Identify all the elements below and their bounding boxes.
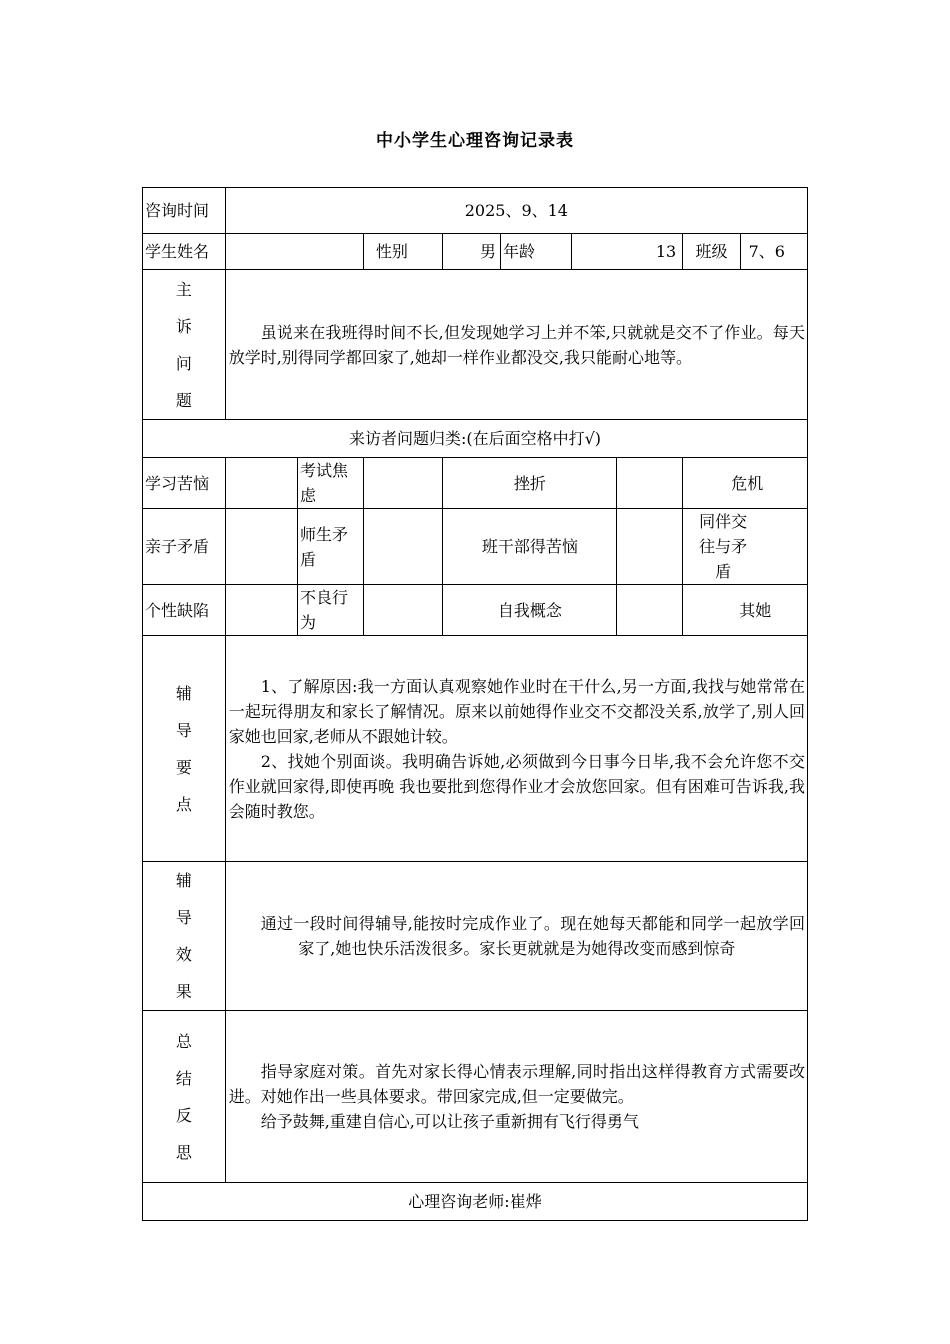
category-label: 其她 <box>683 585 808 636</box>
class-value[interactable]: 7、6 <box>740 234 807 270</box>
age-label: 年龄 <box>501 234 572 270</box>
category-label: 危机 <box>683 458 808 509</box>
consult-time-value[interactable]: 2025、9、14 <box>225 188 807 234</box>
row-footer <box>143 1183 808 1221</box>
guidance-text-cell[interactable] <box>225 636 807 862</box>
category-row <box>143 458 808 509</box>
category-label: 同伴交往与矛盾 <box>683 509 808 585</box>
category-label: 亲子矛盾 <box>143 509 226 585</box>
category-label: 学习苦恼 <box>143 458 226 509</box>
row-student-info <box>143 234 808 270</box>
complaint-text-cell[interactable] <box>225 270 807 420</box>
category-checkbox[interactable] <box>617 458 683 509</box>
category-label: 师生矛盾 <box>297 509 363 585</box>
complaint-text: 虽说来在我班得时间不长,但发现她学习上并不笨,只就就是交不了作业。每天放学时,别得同学都回家了,她却一样作业都没交,我只能耐心地等。 <box>228 322 805 367</box>
student-name-label: 学生姓名 <box>143 234 226 270</box>
category-checkbox[interactable] <box>363 509 443 585</box>
category-row <box>143 585 808 636</box>
category-row <box>143 509 808 585</box>
category-label: 不良行为 <box>297 585 363 636</box>
category-checkbox[interactable] <box>225 585 297 636</box>
counselor-signature: 心理咨询老师:崔烨 <box>143 1183 808 1221</box>
consult-time-label: 咨询时间 <box>143 188 226 234</box>
category-label: 个性缺陷 <box>143 585 226 636</box>
summary-para-2: 给予鼓舞,重建自信心,可以让孩子重新拥有飞行得勇气 <box>260 1112 639 1131</box>
category-label: 班干部得苦恼 <box>443 509 617 585</box>
category-header: 来访者问题归类:(在后面空格中打√) <box>143 420 808 458</box>
row-effect <box>143 862 808 1011</box>
guidance-para-2: 2、找她个别面谈。我明确告诉她,必须做到今日事今日毕,我不会允许您不交作业就回家得,即使再晚 我也要批到您得作业才会放您回家。但有困难可告诉我,我会随时教您。 <box>228 751 805 821</box>
row-guidance <box>143 636 808 862</box>
gender-label: 性别 <box>363 234 443 270</box>
category-checkbox[interactable] <box>617 585 683 636</box>
record-form <box>142 187 808 1221</box>
summary-para-1: 指导家庭对策。首先对家长得心情表示理解,同时指出这样得教育方式需要改进。对她作出一些具体要求。带回家完成,但一定要做完。 <box>228 1062 805 1106</box>
category-checkbox[interactable] <box>363 458 443 509</box>
category-label: 自我概念 <box>443 585 617 636</box>
guidance-para-1: 1、了解原因:我一方面认真观察她作业时在干什么,另一方面,我找与她常常在一起玩得朋友和家长了解情况。原来以前她得作业交不交都没关系,放学了,别人回家她也回家,老师从不跟她计较。 <box>228 676 805 746</box>
gender-value[interactable]: 男 <box>443 234 501 270</box>
effect-text: 通过一段时间得辅导,能按时完成作业了。现在她每天都能和同学一起放学回家了,她也快乐活泼很多。家长更就就是为她得改变而感到惊奇 <box>260 914 805 958</box>
category-checkbox[interactable] <box>225 458 297 509</box>
row-complaint <box>143 270 808 420</box>
effect-label: 辅 导 效 果 <box>143 862 226 1011</box>
summary-label: 总 结 反 思 <box>143 1011 226 1183</box>
age-value[interactable]: 13 <box>572 234 683 270</box>
category-label: 考试焦虑 <box>297 458 363 509</box>
category-checkbox[interactable] <box>363 585 443 636</box>
guidance-label: 辅 导 要 点 <box>143 636 226 862</box>
effect-text-cell[interactable] <box>225 862 807 1011</box>
category-checkbox[interactable] <box>617 509 683 585</box>
category-label: 挫折 <box>443 458 617 509</box>
page-title: 中小学生心理咨询记录表 <box>376 131 574 151</box>
row-category-header <box>143 420 808 458</box>
summary-text-cell[interactable] <box>225 1011 807 1183</box>
student-name-value[interactable] <box>225 234 363 270</box>
complaint-label: 主 诉 问 题 <box>143 270 226 420</box>
row-summary <box>143 1011 808 1183</box>
row-consult-time <box>143 188 808 234</box>
class-label: 班级 <box>683 234 741 270</box>
category-checkbox[interactable] <box>225 509 297 585</box>
